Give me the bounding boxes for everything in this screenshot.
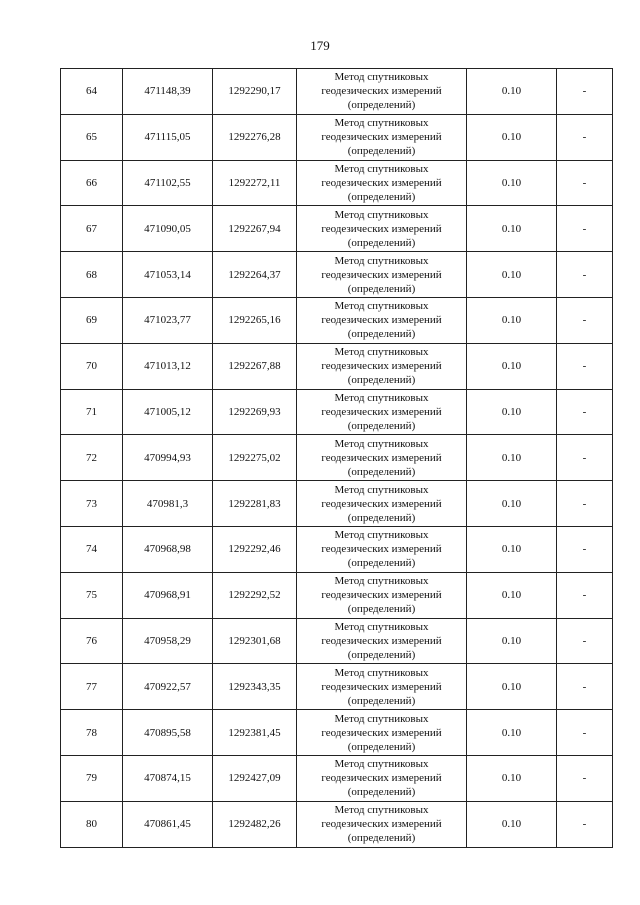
method-cell [297,572,467,618]
method-line: (определений) [347,557,416,570]
extra-cell: - [557,252,613,298]
point-number-cell: 72 [61,435,123,481]
extra-cell: - [557,160,613,206]
method-cell [297,481,467,527]
x-coordinate-cell: 471115,05 [123,114,213,160]
table-row [61,481,613,527]
method-line: Метод спутниковых [334,666,429,679]
x-coordinate-cell: 470874,15 [123,755,213,801]
extra-cell: - [557,572,613,618]
accuracy-cell: 0.10 [467,343,557,389]
method-line: Метод спутниковых [334,529,429,542]
table-row [61,389,613,435]
method-line: геодезических измерений [321,222,442,235]
extra-cell: - [557,206,613,252]
x-coordinate-cell: 471053,14 [123,252,213,298]
method-line: Метод спутниковых [334,712,429,725]
accuracy-cell: 0.10 [467,389,557,435]
accuracy-cell: 0.10 [467,206,557,252]
method-line: Метод спутниковых [334,483,429,496]
method-line: геодезических измерений [321,85,442,98]
method-cell [297,618,467,664]
accuracy-cell: 0.10 [467,481,557,527]
method-cell [297,343,467,389]
table-row [61,618,613,664]
point-number-cell: 68 [61,252,123,298]
point-number-cell: 75 [61,572,123,618]
method-line: (определений) [347,236,416,249]
method-line: (определений) [347,786,416,799]
method-cell [297,252,467,298]
point-number-cell: 80 [61,801,123,847]
accuracy-cell: 0.10 [467,160,557,206]
method-line: Метод спутниковых [334,208,429,221]
y-coordinate-cell: 1292301,68 [213,618,297,664]
accuracy-cell: 0.10 [467,801,557,847]
y-coordinate-cell: 1292264,37 [213,252,297,298]
method-line: (определений) [347,99,416,112]
x-coordinate-cell: 471023,77 [123,297,213,343]
accuracy-cell: 0.10 [467,572,557,618]
method-line: (определений) [347,740,416,753]
table-row [61,572,613,618]
method-cell [297,160,467,206]
method-cell [297,710,467,756]
method-line: Метод спутниковых [334,300,429,313]
method-line: (определений) [347,190,416,203]
extra-cell: - [557,343,613,389]
y-coordinate-cell: 1292290,17 [213,69,297,115]
table-row [61,526,613,572]
point-number-cell: 67 [61,206,123,252]
accuracy-cell: 0.10 [467,526,557,572]
y-coordinate-cell: 1292482,26 [213,801,297,847]
accuracy-cell: 0.10 [467,664,557,710]
method-cell [297,526,467,572]
method-line: геодезических измерений [321,314,442,327]
table-row [61,435,613,481]
y-coordinate-cell: 1292292,46 [213,526,297,572]
point-number-cell: 79 [61,755,123,801]
method-line: (определений) [347,511,416,524]
table-row [61,160,613,206]
extra-cell: - [557,114,613,160]
method-line: Метод спутниковых [334,346,429,359]
method-line: (определений) [347,648,416,661]
x-coordinate-cell: 470994,93 [123,435,213,481]
method-line: Метод спутниковых [334,758,429,771]
method-line: геодезических измерений [321,726,442,739]
coordinates-table-body [61,69,613,848]
accuracy-cell: 0.10 [467,618,557,664]
table-row [61,206,613,252]
point-number-cell: 78 [61,710,123,756]
y-coordinate-cell: 1292292,52 [213,572,297,618]
y-coordinate-cell: 1292265,16 [213,297,297,343]
method-line: геодезических измерений [321,176,442,189]
table-row [61,755,613,801]
accuracy-cell: 0.10 [467,297,557,343]
point-number-cell: 71 [61,389,123,435]
table-row [61,710,613,756]
method-line: геодезических измерений [321,268,442,281]
extra-cell: - [557,526,613,572]
y-coordinate-cell: 1292276,28 [213,114,297,160]
table-row [61,114,613,160]
x-coordinate-cell: 470895,58 [123,710,213,756]
method-cell [297,664,467,710]
extra-cell: - [557,755,613,801]
method-line: геодезических измерений [321,634,442,647]
table-row [61,801,613,847]
method-line: геодезических измерений [321,680,442,693]
point-number-cell: 70 [61,343,123,389]
method-cell [297,114,467,160]
method-cell [297,297,467,343]
method-line: Метод спутниковых [334,162,429,175]
point-number-cell: 76 [61,618,123,664]
point-number-cell: 69 [61,297,123,343]
accuracy-cell: 0.10 [467,710,557,756]
page-number: 179 [310,38,330,53]
method-line: Метод спутниковых [334,804,429,817]
method-line: (определений) [347,603,416,616]
table-row [61,69,613,115]
x-coordinate-cell: 471013,12 [123,343,213,389]
x-coordinate-cell: 470968,98 [123,526,213,572]
method-cell [297,69,467,115]
table-row [61,343,613,389]
method-line: Метод спутниковых [334,575,429,588]
extra-cell: - [557,69,613,115]
method-line: геодезических измерений [321,543,442,556]
accuracy-cell: 0.10 [467,252,557,298]
point-number-cell: 77 [61,664,123,710]
table-row [61,664,613,710]
table-row [61,252,613,298]
method-cell [297,389,467,435]
extra-cell: - [557,710,613,756]
method-cell [297,755,467,801]
method-line: геодезических измерений [321,360,442,373]
point-number-cell: 66 [61,160,123,206]
method-cell [297,801,467,847]
extra-cell: - [557,664,613,710]
accuracy-cell: 0.10 [467,69,557,115]
y-coordinate-cell: 1292269,93 [213,389,297,435]
y-coordinate-cell: 1292267,88 [213,343,297,389]
method-cell [297,435,467,481]
y-coordinate-cell: 1292275,02 [213,435,297,481]
method-line: геодезических измерений [321,131,442,144]
method-line: (определений) [347,145,416,158]
extra-cell: - [557,297,613,343]
y-coordinate-cell: 1292427,09 [213,755,297,801]
method-line: (определений) [347,419,416,432]
method-line: (определений) [347,328,416,341]
x-coordinate-cell: 471090,05 [123,206,213,252]
x-coordinate-cell: 470861,45 [123,801,213,847]
x-coordinate-cell: 470922,57 [123,664,213,710]
extra-cell: - [557,481,613,527]
method-line: (определений) [347,282,416,295]
method-line: Метод спутниковых [334,437,429,450]
y-coordinate-cell: 1292272,11 [213,160,297,206]
coordinates-table [60,68,613,848]
x-coordinate-cell: 470958,29 [123,618,213,664]
y-coordinate-cell: 1292267,94 [213,206,297,252]
method-line: Метод спутниковых [334,391,429,404]
method-line: геодезических измерений [321,451,442,464]
method-line: геодезических измерений [321,589,442,602]
x-coordinate-cell: 471102,55 [123,160,213,206]
method-line: Метод спутниковых [334,117,429,130]
x-coordinate-cell: 471148,39 [123,69,213,115]
method-line: (определений) [347,832,416,845]
method-line: геодезических измерений [321,405,442,418]
extra-cell: - [557,618,613,664]
table-row [61,297,613,343]
y-coordinate-cell: 1292281,83 [213,481,297,527]
method-line: Метод спутниковых [334,620,429,633]
y-coordinate-cell: 1292343,35 [213,664,297,710]
x-coordinate-cell: 470981,3 [123,481,213,527]
accuracy-cell: 0.10 [467,435,557,481]
x-coordinate-cell: 471005,12 [123,389,213,435]
extra-cell: - [557,801,613,847]
point-number-cell: 65 [61,114,123,160]
point-number-cell: 74 [61,526,123,572]
method-line: (определений) [347,465,416,478]
method-line: геодезических измерений [321,818,442,831]
method-line: Метод спутниковых [334,71,429,84]
method-line: геодезических измерений [321,772,442,785]
method-line: Метод спутниковых [334,254,429,267]
method-line: (определений) [347,374,416,387]
point-number-cell: 73 [61,481,123,527]
y-coordinate-cell: 1292381,45 [213,710,297,756]
x-coordinate-cell: 470968,91 [123,572,213,618]
method-line: (определений) [347,694,416,707]
extra-cell: - [557,435,613,481]
method-line: геодезических измерений [321,497,442,510]
accuracy-cell: 0.10 [467,114,557,160]
extra-cell: - [557,389,613,435]
method-cell [297,206,467,252]
point-number-cell: 64 [61,69,123,115]
accuracy-cell: 0.10 [467,755,557,801]
